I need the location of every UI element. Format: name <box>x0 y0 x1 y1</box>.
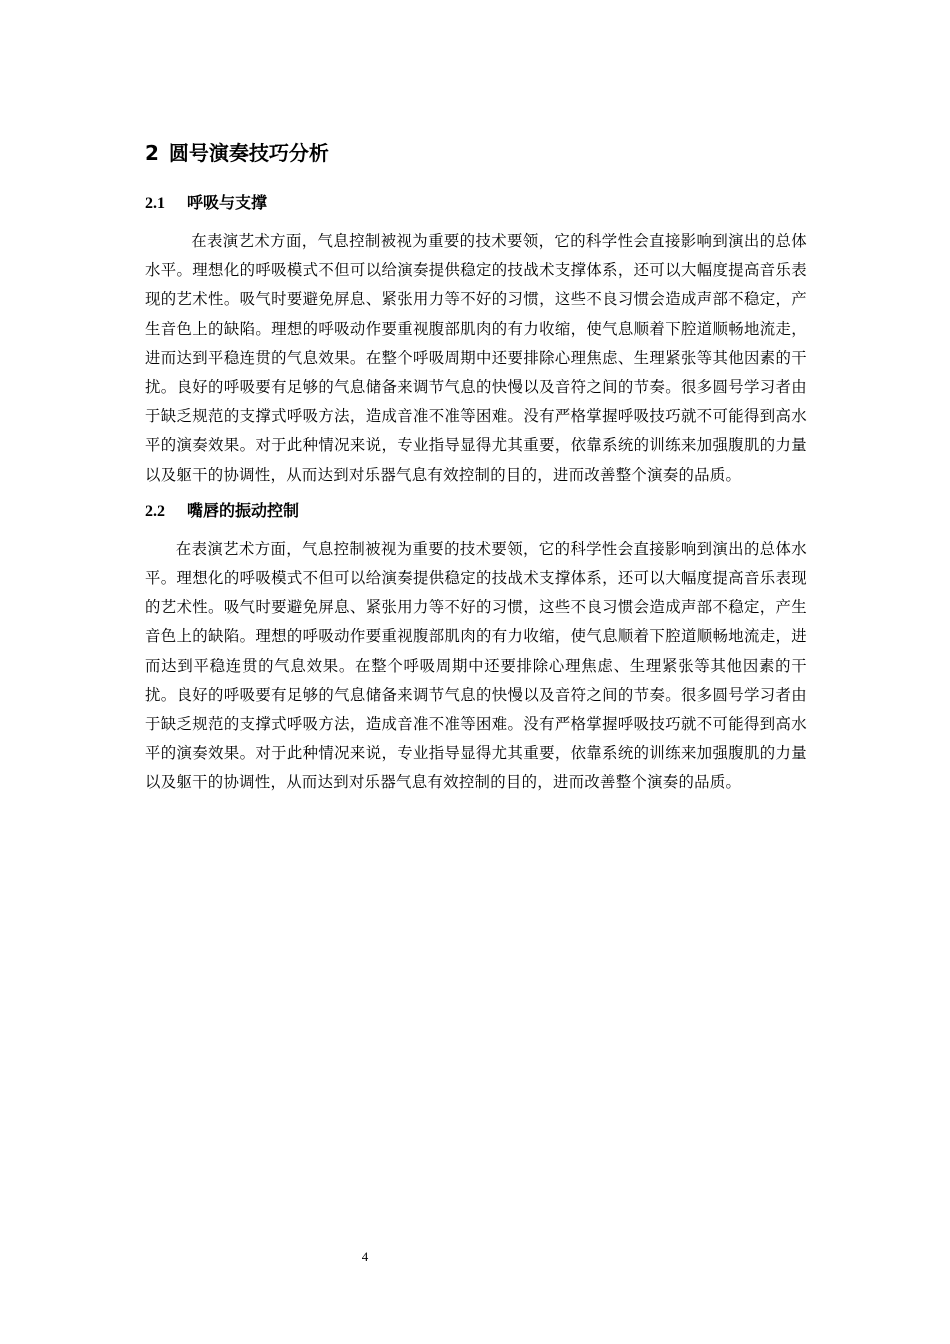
page-content <box>145 138 807 806</box>
section-number: 2.1 <box>145 195 165 212</box>
section-paragraph-2-1: 在表演艺术方面，气息控制被视为重要的技术要领，它的科学性会直接影响到演出的总体水平。理想化的呼吸模式不但可以给演奏提供稳定的技战术支撑体系，还可以大幅度提高音乐表现的艺术性。吸气时要避免屏息、紧张用力等不好的习惯，这些不良习惯会造成声部不稳定，产生音色上的缺陷。理想的呼吸动作要重视腹部肌肉的有力收缩，使气息顺着下腔道顺畅地流走，进而达到平稳连贯的气息效果。在整个呼吸周期中还要排除心理焦虑、生理紧张等其他因素的干扰。良好的呼吸要有足够的气息储备来调节气息的快慢以及音符之间的节奏。很多圆号学习者由于缺乏规范的支撑式呼吸方法，造成音准不准等困难。没有严格掌握呼吸技巧就不可能得到高水平的演奏效果。对于此种情况来说，专业指导显得尤其重要，依靠系统的训练来加强腹肌的力量以及躯干的协调性，从而达到对乐器气息有效控制的目的，进而改善整个演奏的品质。 <box>145 232 807 484</box>
section-heading-2-2 <box>145 498 807 525</box>
section-title: 呼吸与支撑 <box>187 193 268 212</box>
section-heading-2-1 <box>145 190 807 217</box>
section-number: 2.2 <box>145 502 165 520</box>
chapter-title: 圆号演奏技巧分析 <box>168 141 329 165</box>
section-title: 嘴唇的振动控制 <box>187 500 300 520</box>
chapter-heading <box>145 138 807 168</box>
chapter-number: 2 <box>145 141 159 165</box>
page-number: 4 <box>361 1249 369 1264</box>
section-paragraph-2-2: 在表演艺术方面，气息控制被视为重要的技术要领，它的科学性会直接影响到演出的总体水平。理想化的呼吸模式不但可以给演奏提供稳定的技战术支撑体系，还可以大幅度提高音乐表现的艺术性。吸气时要避免屏息、紧张用力等不好的习惯，这些不良习惯会造成声部不稳定，产生音色上的缺陷。理想的呼吸动作要重视腹部肌肉的有力收缩，使气息顺着下腔道顺畅地流走，进而达到平稳连贯的气息效果。在整个呼吸周期中还要排除心理焦虑、生理紧张等其他因素的干扰。良好的呼吸要有足够的气息储备来调节气息的快慢以及音符之间的节奏。很多圆号学习者由于缺乏规范的支撑式呼吸方法，造成音准不准等困难。没有严格掌握呼吸技巧就不可能得到高水平的演奏效果。对于此种情况来说，专业指导显得尤其重要，依靠系统的训练来加强腹肌的力量以及躯干的协调性，从而达到对乐器气息有效控制的目的，进而改善整个演奏的品质。 <box>145 539 807 792</box>
